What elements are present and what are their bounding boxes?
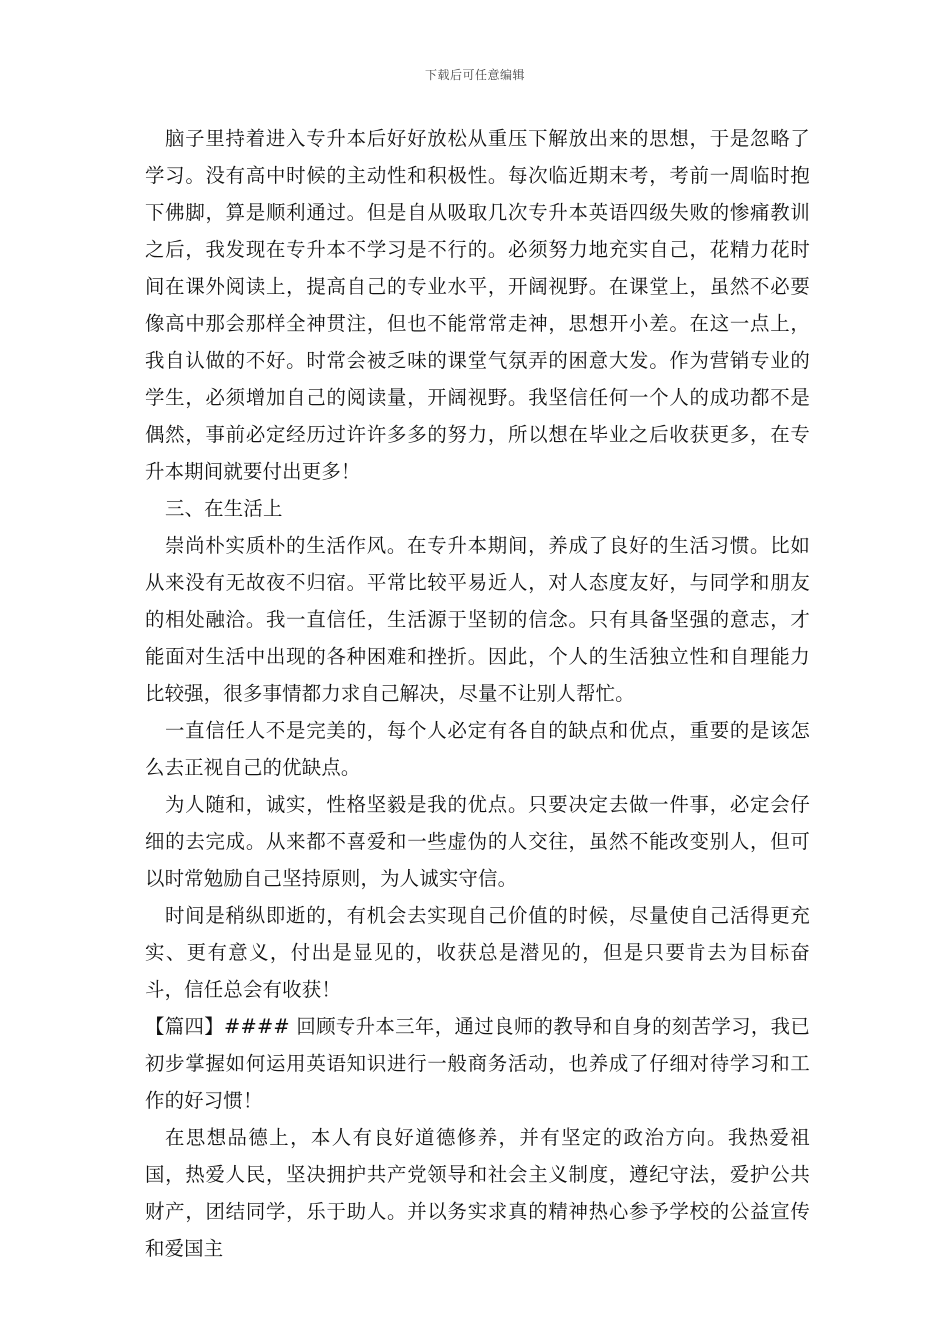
paragraph-strengths: 为人随和，诚实，性格坚毅是我的优点。只要决定去做一件事，必定会仔细的去完成。从来都不喜爱和一些虚伪的人交往，虽然不能改变别人，但可以时常勉励自己坚持原则，为人诚实守信。 [145,793,810,890]
paragraph-study-reflection: 脑子里持着进入专升本后好好放松从重压下解放出来的思想，于是忽略了学习。没有高中时候的主动性和积极性。每次临近期末考，考前一周临时抱下佛脚，算是顺利通过。但是自从吸取几次专升本英语四级失败的惨痛教训之后，我发现在专升本不学习是不行的。必须努力地充实自己，花精力花时间在课外阅读上，提高自己的专业水平，开阔视野。在课堂上，虽然不必要像高中那会那样全神贯注，但也不能常常走神，思想开小差。在这一点上，我自认做的不好。时常会被乏味的课堂气氛弄的困意大发。作为营销专业的学生，必须增加自己的阅读量，开阔视野。我坚信任何一个人的成功都不是偶然，事前必定经历过许许多多的努力，所以想在毕业之后收获更多，在专升本期间就要付出更多！ [145,127,810,483]
paragraph-imperfection: 一直信任人不是完美的，每个人必定有各自的缺点和优点，重要的是该怎么去正视自己的优缺点。 [145,719,810,779]
section-heading-life: 三、在生活上 [165,497,283,520]
header-note: 下载后可任意编辑 [424,68,525,82]
document-body [145,120,810,1267]
paragraph-part-four: 【篇四】#### 回顾专升本三年，通过良师的教导和自身的刻苦学习，我已初步掌握如何运用英语知识进行一般商务活动，也养成了仔细对待学习和工作的好习惯！ [145,1015,810,1112]
paragraph-lifestyle: 崇尚朴实质朴的生活作风。在专升本期间，养成了良好的生活习惯。比如从来没有无故夜不归宿。平常比较平易近人，对人态度友好，与同学和朋友的相处融洽。我一直信任，生活源于坚韧的信念。只有具备坚强的意志，才能面对生活中出现的各种困难和挫折。因此，个人的生活独立性和自理能力比较强，很多事情都力求自己解决，尽量不让别人帮忙。 [145,534,810,705]
paragraph-moral-character: 在思想品德上，本人有良好道德修养，并有坚定的政治方向。我热爱祖国，热爱人民，坚决拥护共产党领导和社会主义制度，遵纪守法，爱护公共财产，团结同学，乐于助人。并以务实求真的精神热心参予学校的公益宣传和爱国主 [145,1126,810,1260]
paragraph-time: 时间是稍纵即逝的，有机会去实现自己价值的时候，尽量使自己活得更充实、更有意义，付出是显见的，收获总是潜见的，但是只要肯去为目标奋斗，信任总会有收获！ [145,904,810,1001]
